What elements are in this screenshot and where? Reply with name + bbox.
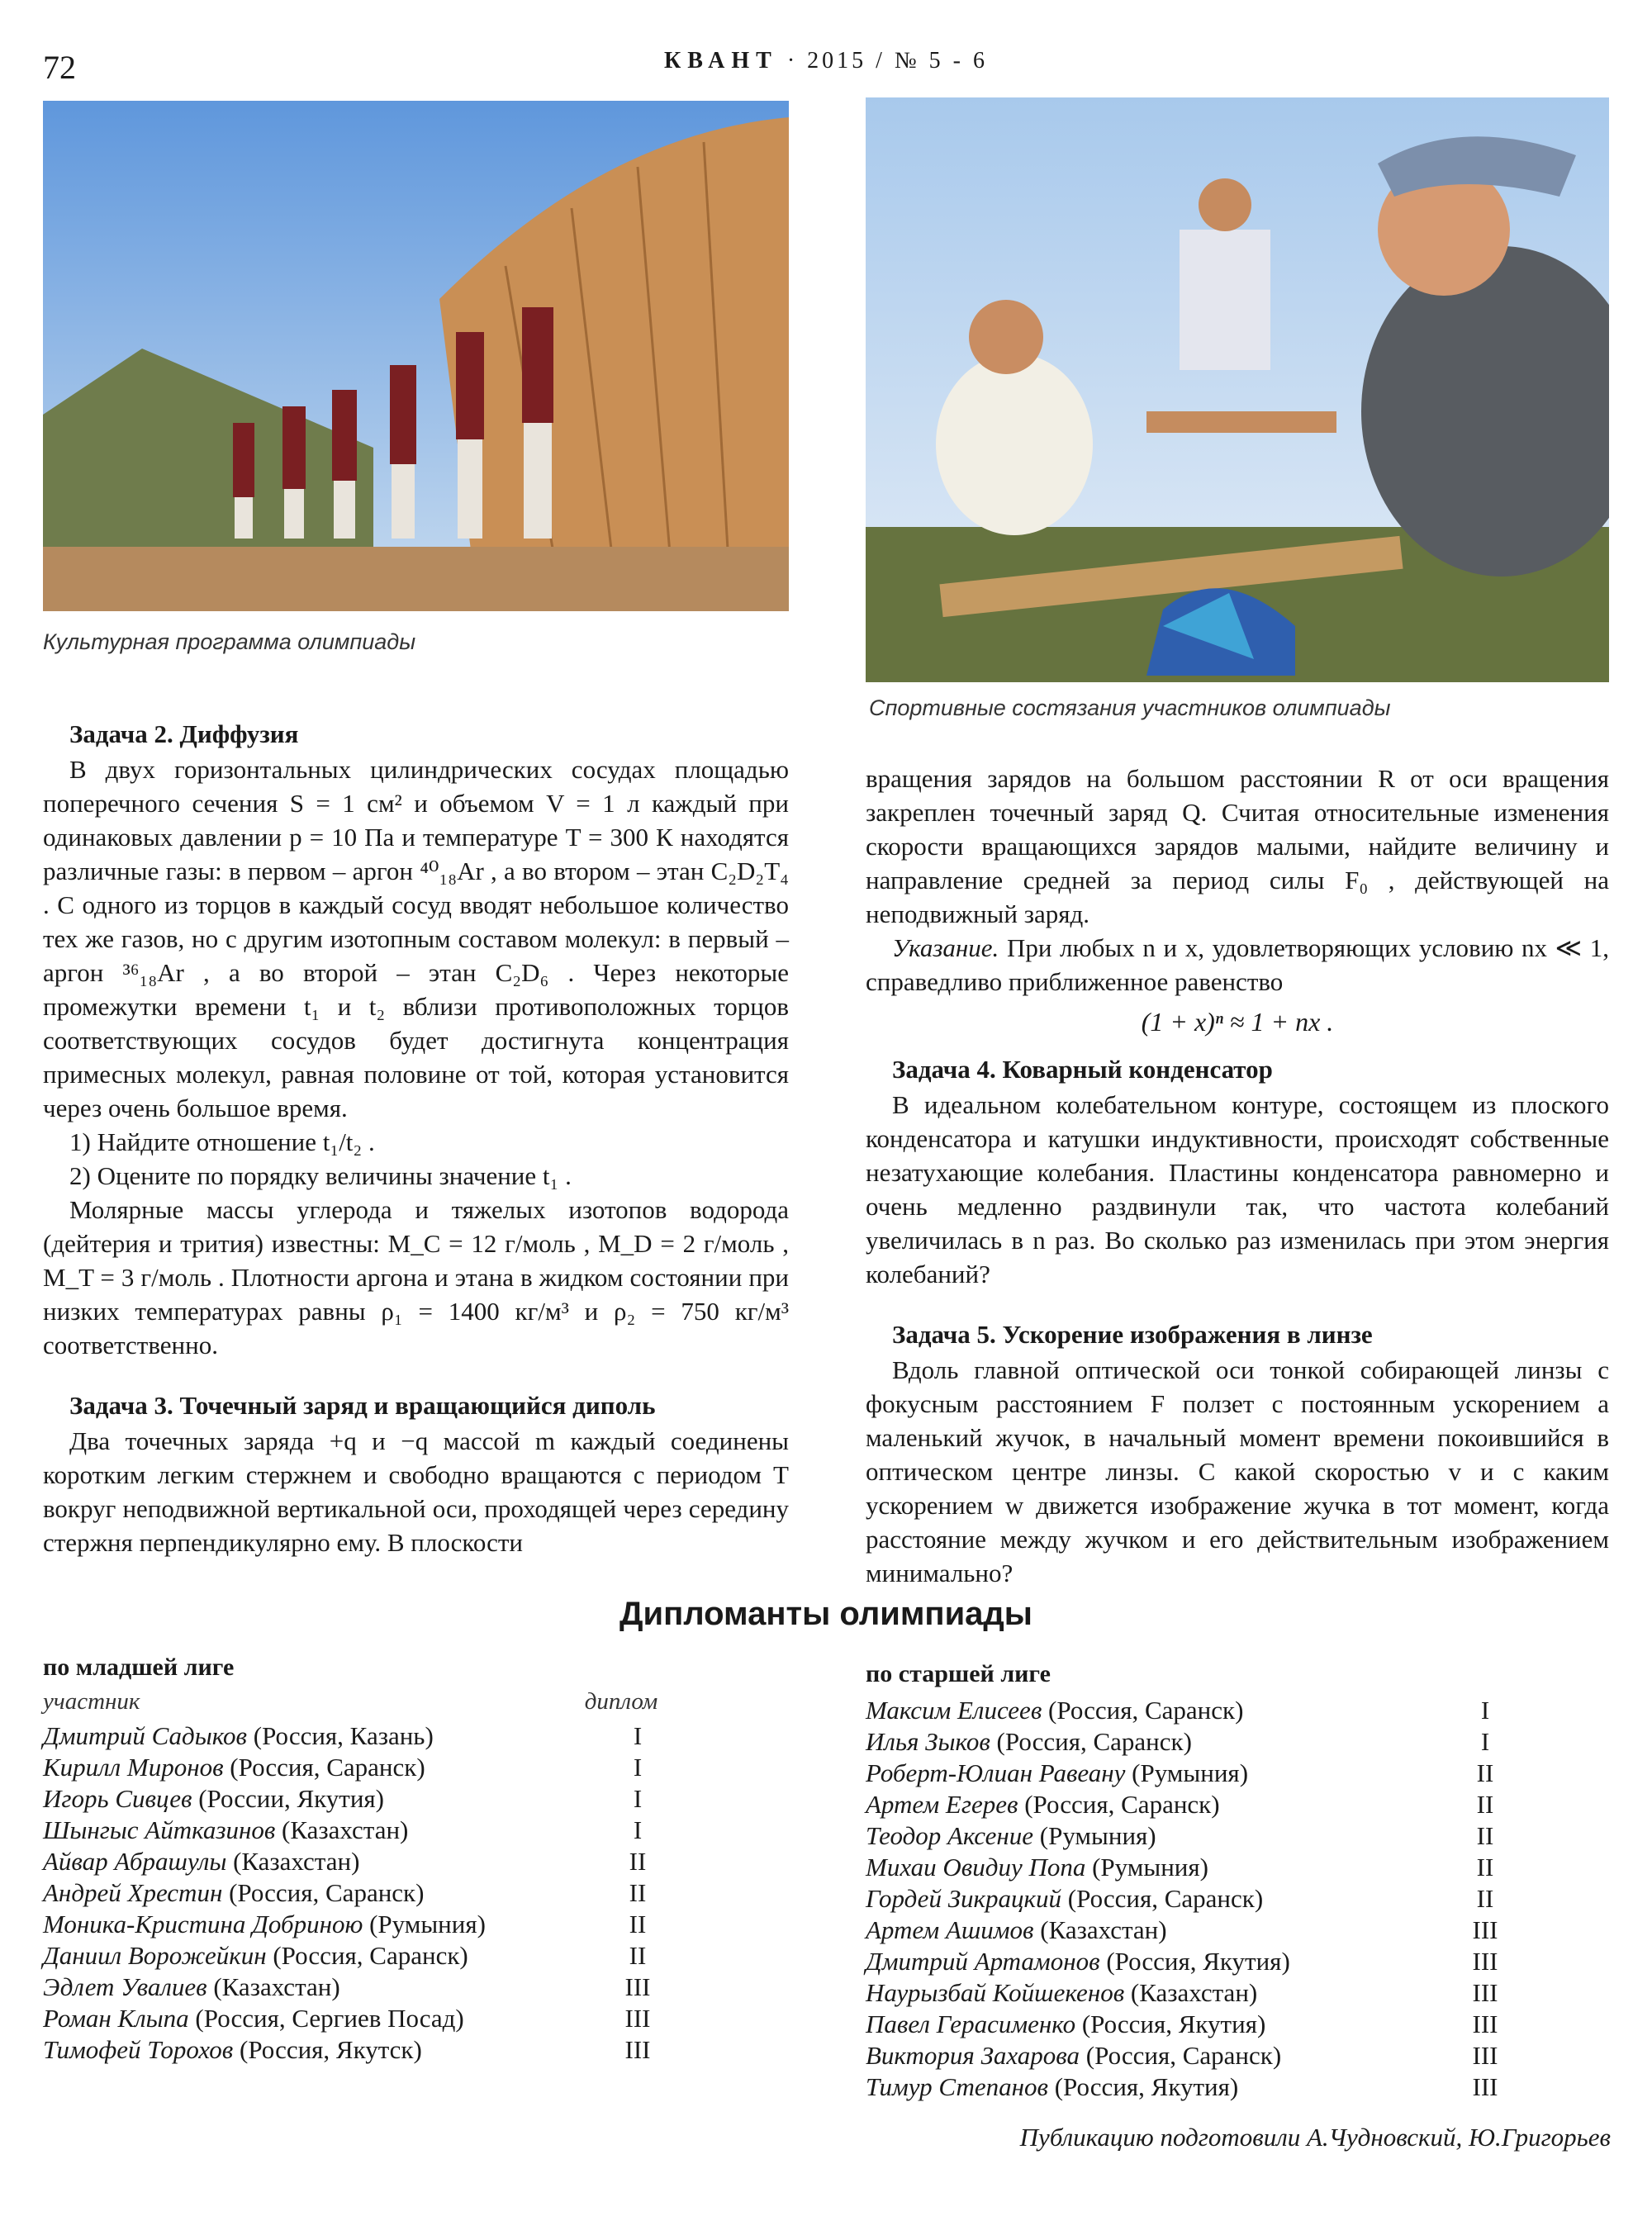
participant — [43, 1752, 588, 1783]
table-row — [43, 1909, 786, 1940]
participant-place: (Россия, Сергиев Посад) — [195, 2004, 464, 2033]
task2-paragraph2: Молярные массы углерода и тяжелых изотопов водорода (дейтерия и трития) известны: M_C = 12 г/моль , M_D = 2 г/моль , M_T = 3 г/моль . Плотности аргона и этана в жидком состоянии при низких температурах равны ρ₁ = 1400 кг/м³ и ρ₂ = 750 кг/м³ соответственно. — [43, 1195, 789, 1359]
table-row — [866, 1758, 1609, 1789]
junior-league-title: по младшей лиге — [43, 1654, 235, 1681]
participant — [866, 1726, 1436, 1758]
participant-place: (Румыния) — [1092, 1853, 1208, 1881]
table-row — [866, 2071, 1609, 2103]
table-row — [43, 1846, 786, 1877]
participant-place: (Россия, Казань) — [253, 1721, 434, 1750]
participant-name: Эдлет Увалиев — [43, 1972, 207, 2001]
magazine-title: КВАНТ — [663, 48, 778, 74]
participant — [866, 1852, 1436, 1883]
participant — [43, 2003, 588, 2034]
diploma-level: I — [1480, 1727, 1490, 1756]
participant — [866, 1789, 1436, 1820]
participant-name: Роберт-Юлиан Равеану — [866, 1758, 1126, 1787]
participant — [866, 1758, 1436, 1789]
participant — [866, 1820, 1436, 1852]
table-row — [866, 1915, 1609, 1946]
task3-paragraph-cont: вращения зарядов на большом расстоянии R от оси вращения закреплен точечный заряд Q. Считая относительные изменения скорости вращающихся зарядов малыми, найдите величину и направление средней за период силы F₀ , действующей на неподвижный заряд. — [866, 764, 1609, 928]
photo-cultural-program-image — [43, 101, 789, 611]
diploma-level: III — [1472, 2072, 1498, 2101]
diploma-level: III — [1472, 1915, 1498, 1944]
participant-place: (Россия, Якутия) — [1054, 2072, 1239, 2101]
participant-place: (Румыния) — [1039, 1821, 1156, 1850]
diploma-level: I — [633, 1815, 643, 1844]
participant-name: Теодор Аксение — [866, 1821, 1033, 1850]
task3-title: Задача 3. Точечный заряд и вращающийся диполь — [69, 1391, 656, 1420]
participant-name: Наурызбай Койшекенов — [866, 1978, 1125, 2007]
issue-label: · 2015 / № 5 - 6 — [786, 48, 989, 74]
participant-name: Артем Егерев — [866, 1790, 1018, 1819]
participant-name: Тимур Степанов — [866, 2072, 1048, 2101]
participant-place: (Россия, Якутск) — [240, 2035, 422, 2064]
diploma-level: III — [1472, 1978, 1498, 2007]
table-row — [43, 1783, 786, 1815]
participant-place: (Россия, Якутия) — [1106, 1947, 1290, 1976]
participant-name: Гордей Зикрацкий — [866, 1884, 1062, 1913]
participant — [43, 1972, 588, 2003]
participant-name: Моника-Кристина Добриною — [43, 1910, 363, 1938]
task3-formula: (1 + x)ⁿ ≈ 1 + nx . — [1141, 1007, 1334, 1037]
participant-place: (Россия, Саранск) — [1024, 1790, 1220, 1819]
diploma-level: III — [1472, 2041, 1498, 2070]
left-column — [43, 717, 789, 1559]
senior-league — [866, 1660, 1609, 2103]
participant-place: (Россия, Саранск) — [1085, 2041, 1282, 2070]
participant-place: (Казахстан) — [282, 1815, 409, 1844]
participant — [43, 1877, 588, 1909]
participant-name: Шынгыс Айтказинов — [43, 1815, 276, 1844]
right-column — [866, 762, 1609, 1590]
participant — [866, 2071, 1436, 2103]
participant — [43, 1720, 588, 1752]
task3-hint — [866, 931, 1609, 999]
participant — [866, 1695, 1436, 1726]
participant-name: Дмитрий Садыков — [43, 1721, 247, 1750]
participant — [866, 1946, 1436, 1977]
table-row — [866, 1726, 1609, 1758]
participant-place: (Казахстан) — [1130, 1978, 1258, 2007]
diploma-level: III — [1472, 2010, 1498, 2038]
diploma-level: I — [633, 1784, 643, 1813]
participant-name: Роман Клыпа — [43, 2004, 189, 2033]
senior-list — [866, 1695, 1609, 2103]
participant — [866, 1883, 1436, 1915]
participant-place: (Россия, Саранск) — [273, 1941, 468, 1970]
page-number: 72 — [43, 49, 76, 86]
diploma-level: II — [629, 1878, 647, 1907]
participant-place: (России, Якутия) — [198, 1784, 384, 1813]
diploma-level: I — [1480, 1696, 1490, 1725]
table-row — [866, 2040, 1609, 2071]
table-row — [866, 1946, 1609, 1977]
diploma-level: II — [1476, 1884, 1494, 1913]
participant — [43, 2034, 588, 2066]
participant — [866, 1977, 1436, 2009]
photo-caption-left: Культурная программа олимпиады — [43, 629, 416, 654]
table-row — [43, 2003, 786, 2034]
participant — [43, 1909, 588, 1940]
task2-question1: 1) Найдите отношение t₁/t₂ . — [69, 1127, 375, 1156]
participant-name: Дмитрий Артамонов — [866, 1947, 1100, 1976]
participant — [866, 2009, 1436, 2040]
participant-place: (Россия, Саранск) — [996, 1727, 1192, 1756]
task5-paragraph: Вдоль главной оптической оси тонкой собирающей линзы с фокусным расстоянием F ползет с постоянным ускорением a маленький жучок, в начальный момент времени покоившийся в оптическом центре линзы. С какой скоростью v и с каким ускорением w движется изображение жучка в тот момент, когда расстояние между жучком и его действительным изображением минимально? — [866, 1355, 1609, 1587]
participant-name: Павел Герасименко — [866, 2010, 1076, 2038]
photo-caption-right: Спортивные состязания участников олимпиады — [869, 695, 1391, 720]
table-row — [866, 1820, 1609, 1852]
participant-place: (Казахстан) — [1040, 1915, 1167, 1944]
table-row — [43, 1752, 786, 1783]
diploma-level: I — [633, 1721, 643, 1750]
participant-name: Тимофей Торохов — [43, 2035, 234, 2064]
participant — [43, 1815, 588, 1846]
participant — [43, 1940, 588, 1972]
participant-place: (Россия, Якутия) — [1081, 2010, 1266, 2038]
diploma-level: II — [629, 1941, 647, 1970]
participant-name: Виктория Захарова — [866, 2041, 1080, 2070]
participant — [43, 1846, 588, 1877]
participant — [866, 1915, 1436, 1946]
table-row — [866, 1883, 1609, 1915]
table-row — [43, 1720, 786, 1752]
table-row — [866, 2009, 1609, 2040]
participant-place: (Казахстан) — [213, 1972, 340, 2001]
task5-title: Задача 5. Ускорение изображения в линзе — [892, 1320, 1373, 1349]
task3-hint-label: Указание. — [892, 933, 999, 962]
running-header — [0, 48, 1652, 74]
table-row — [866, 1695, 1609, 1726]
diploma-level: III — [624, 2035, 651, 2064]
junior-league — [43, 1654, 786, 2066]
task3-hint-text: При любых n и x, удовлетворяющих условию nx ≪ 1, справедливо приближенное равенство — [866, 933, 1609, 996]
table-row — [43, 1877, 786, 1909]
table-row — [43, 1815, 786, 1846]
participant-name: Айвар Абрашулы — [43, 1847, 227, 1876]
task2-paragraph: В двух горизонтальных цилиндрических сосудах площадью поперечного сечения S = 1 см² и объемом V = 1 л каждый при одинаковых давлении p = 10 Па и температуре T = 300 К находятся различные газы: в первом – аргон ⁴⁰₁₈Ar , а во втором – этан C₂D₂T₄ . С одного из торцов в каждый сосуд вводят небольшое количество тех же газов, но с другим изотопным составом молекул: в первый – аргон ³⁶₁₈Ar , а во второй – этан C₂D₆ . Через некоторые промежутки времени t₁ и t₂ вблизи противоположных торцов соответствующих сосудов будет достигнута концентрация примесных молекул, равная половине от той, которая установится через очень большое время. — [43, 755, 789, 1122]
task2-question2: 2) Оцените по порядку величины значение t₁ . — [69, 1161, 572, 1190]
participant-place: (Румыния) — [1132, 1758, 1249, 1787]
column-participant: участник — [43, 1688, 140, 1715]
participant-name: Кирилл Миронов — [43, 1753, 224, 1782]
participant-place: (Россия, Саранск) — [1067, 1884, 1264, 1913]
junior-list — [43, 1720, 786, 2066]
participant-place: (Россия, Саранск) — [1048, 1696, 1244, 1725]
junior-table-header — [43, 1688, 786, 1715]
participant-name: Максим Елисеев — [866, 1696, 1042, 1725]
participant-place: (Румыния) — [369, 1910, 486, 1938]
table-row — [43, 1940, 786, 1972]
diploma-level: III — [1472, 1947, 1498, 1976]
task2-title: Задача 2. Диффузия — [69, 719, 299, 748]
task3-paragraph: Два точечных заряда +q и −q массой m каждый соединены коротким легким стержнем и свободно вращаются с периодом T вокруг неподвижной вертикальной оси, проходящей через середину стержня перпендикулярно ему. В плоскости — [43, 1426, 789, 1557]
table-row — [43, 2034, 786, 2066]
diplomas-title: Дипломанты олимпиады — [620, 1596, 1032, 1632]
participant — [866, 2040, 1436, 2071]
table-row — [43, 1972, 786, 2003]
diploma-level: II — [1476, 1758, 1494, 1787]
participant-name: Игорь Сивцев — [43, 1784, 192, 1813]
participant-name: Илья Зыков — [866, 1727, 990, 1756]
photo-sports-image — [866, 97, 1609, 682]
photo-sports — [866, 97, 1609, 682]
task4-paragraph: В идеальном колебательном контуре, состоящем из плоского конденсатора и катушки индуктивности, происходят собственные незатухающие колебания. Пластины конденсатора равномерно и очень медленно раздвинули так, что частота колебаний увеличилась в n раз. Во сколько раз изменилась при этом энергия колебаний? — [866, 1090, 1609, 1288]
participant-place: (Россия, Саранск) — [230, 1753, 425, 1782]
senior-league-title: по старшей лиге — [866, 1660, 1051, 1687]
table-row — [866, 1789, 1609, 1820]
diploma-level: II — [1476, 1853, 1494, 1881]
task4-title: Задача 4. Коварный конденсатор — [892, 1055, 1273, 1084]
credits: Публикацию подготовили А.Чудновский, Ю.Григорьев — [1019, 2123, 1611, 2152]
diploma-level: III — [624, 1972, 651, 2001]
participant-name: Даниил Ворожейкин — [43, 1941, 267, 1970]
diploma-level: II — [629, 1847, 647, 1876]
participant-name: Михаи Овидиу Попа — [866, 1853, 1086, 1881]
diploma-level: II — [1476, 1790, 1494, 1819]
participant-name: Андрей Хрестин — [43, 1878, 223, 1907]
column-diploma: диплом — [584, 1688, 658, 1715]
participant-name: Артем Ашимов — [866, 1915, 1034, 1944]
photo-cultural-program — [43, 101, 789, 611]
participant-place: (Казахстан) — [233, 1847, 360, 1876]
diploma-level: I — [633, 1753, 643, 1782]
diploma-level: II — [629, 1910, 647, 1938]
table-row — [866, 1852, 1609, 1883]
diploma-level: III — [624, 2004, 651, 2033]
diploma-level: II — [1476, 1821, 1494, 1850]
table-row — [866, 1977, 1609, 2009]
participant-place: (Россия, Саранск) — [229, 1878, 425, 1907]
participant — [43, 1783, 588, 1815]
